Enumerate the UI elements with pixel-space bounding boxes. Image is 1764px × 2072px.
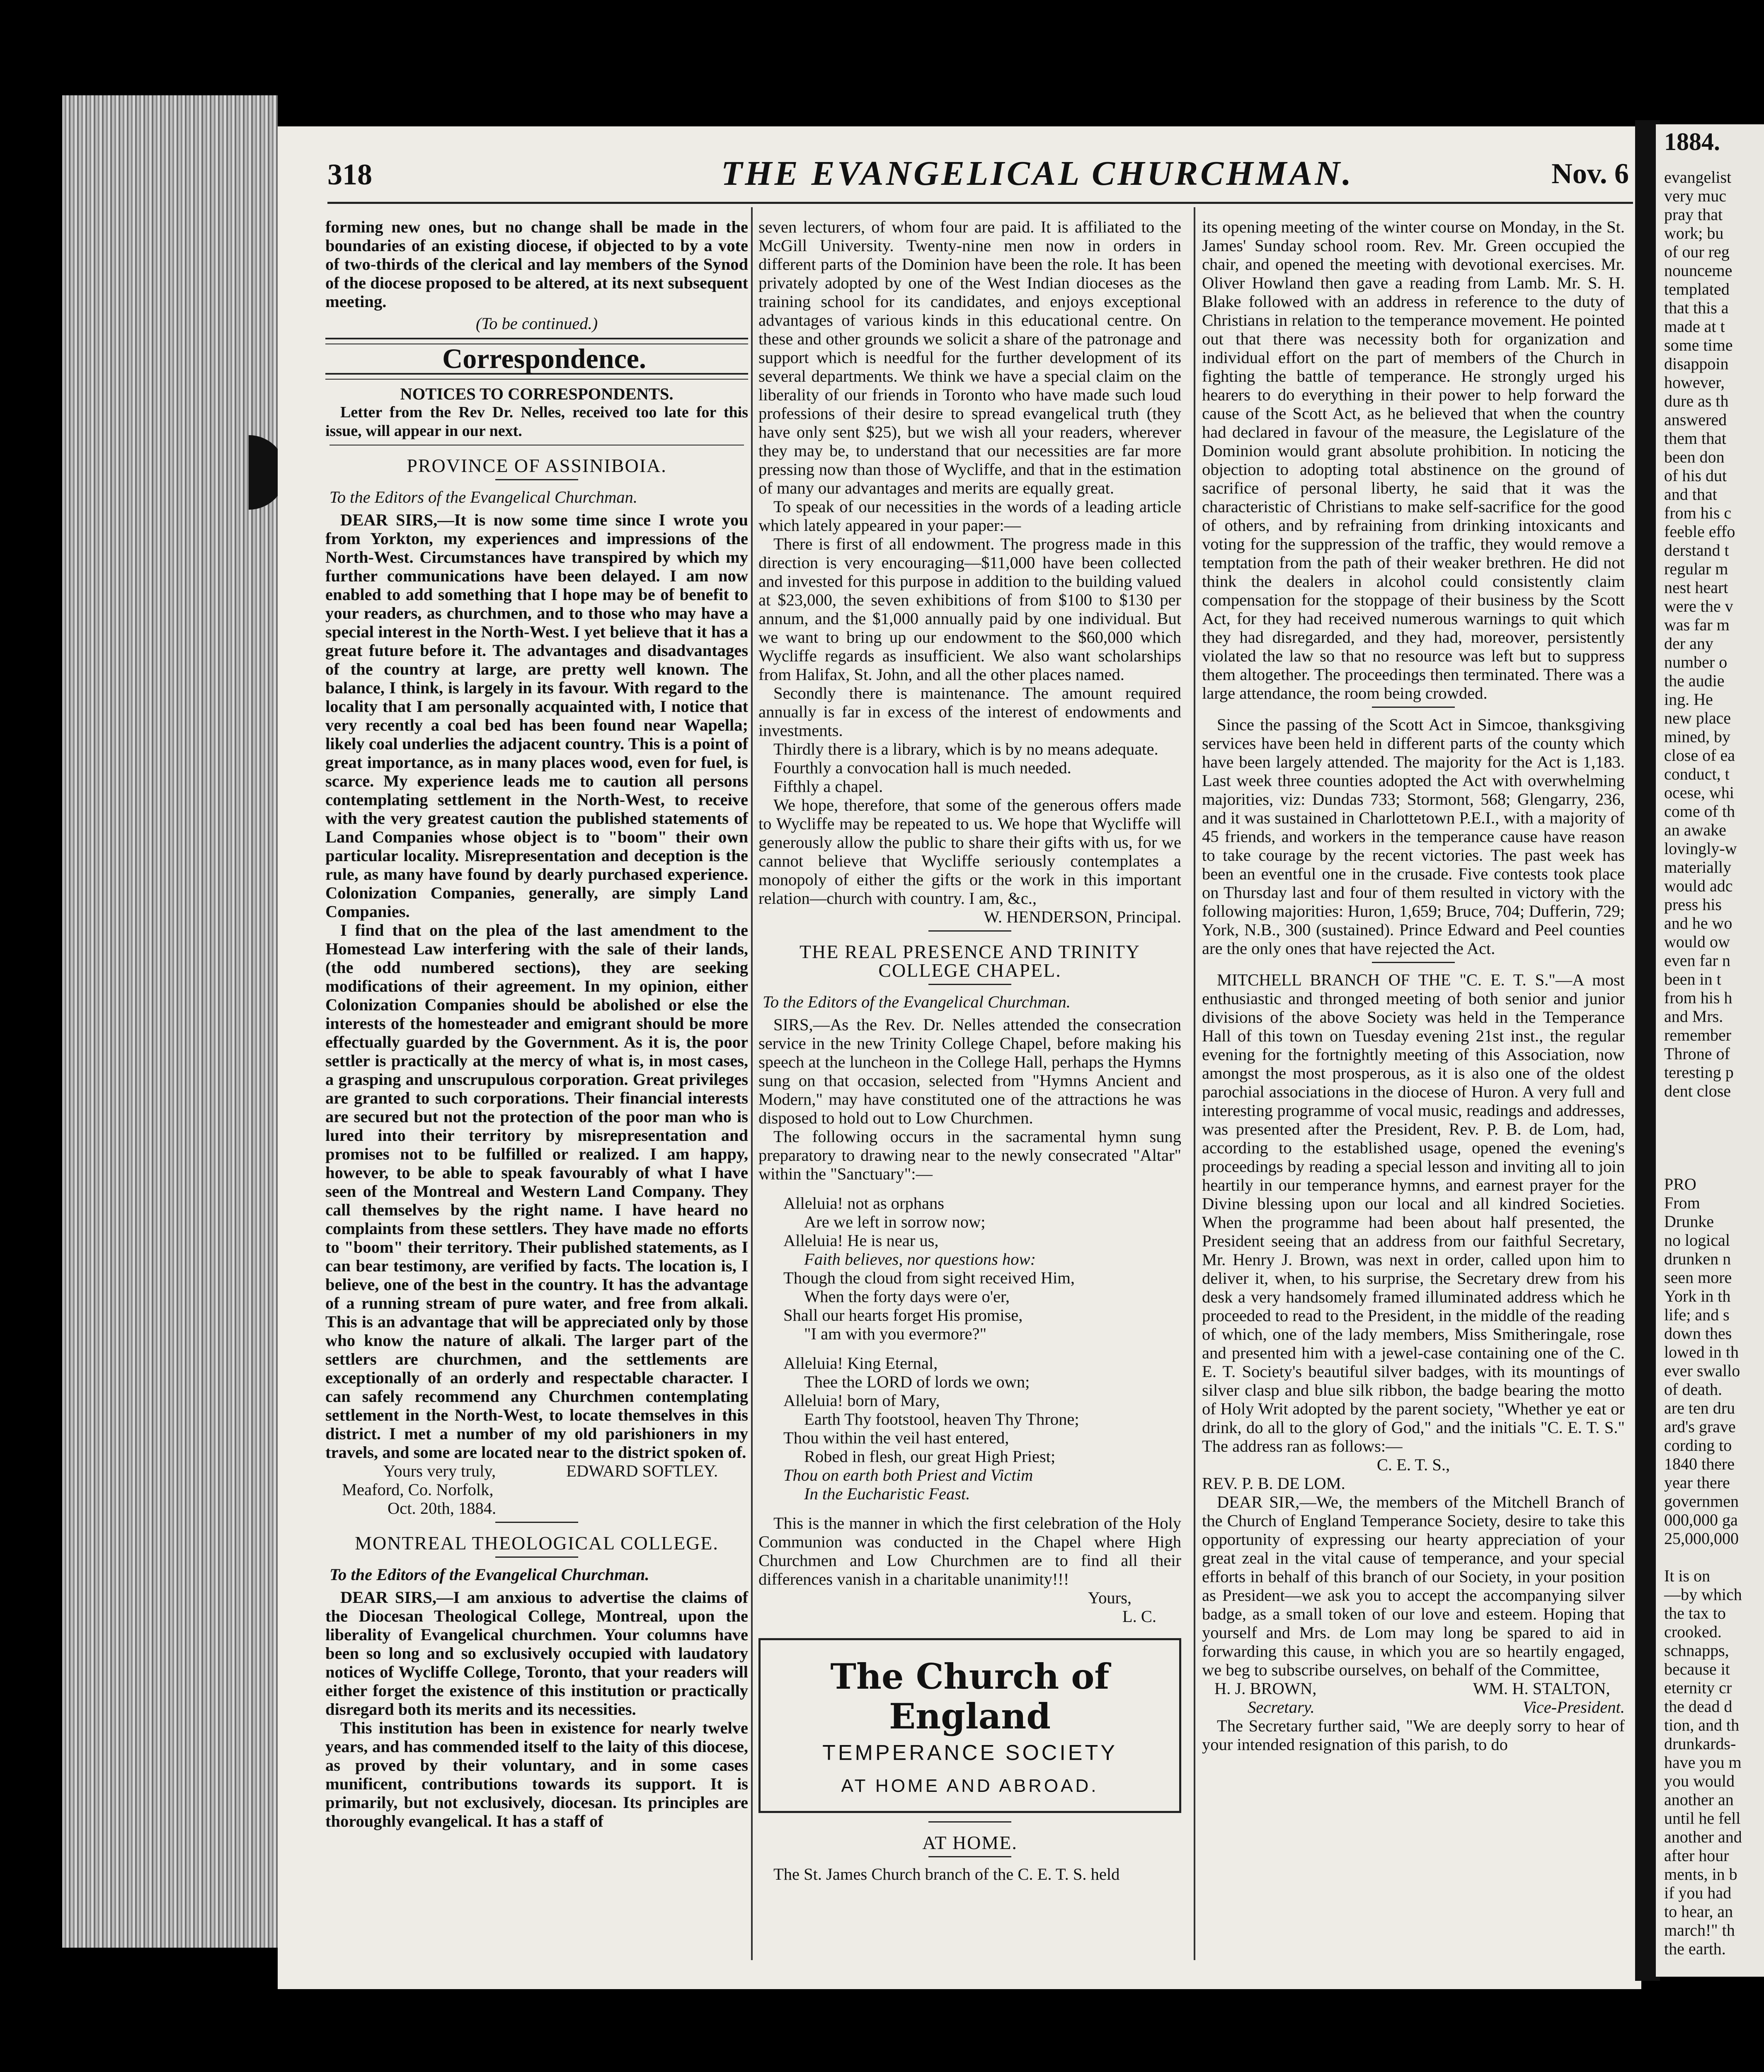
right-page-line: From xyxy=(1664,1193,1700,1212)
right-page-line: PRO xyxy=(1664,1175,1696,1193)
assiniboia-paragraph-2: I find that on the plea of the last amendment to the Homestead Law interfering with the sale of their lands, (the odd numbered sections), they are seeking modifications of their agreement. In my opinion, either Colonization Companies should be abolished or else the interests of the homesteader and emigrant should be more effectually guarded by the Government. As it is, the poor settler is practically at the mercy of what is, in most cases, a grasping and unscrupulous corporation. Great privileges are granted to such corporations. Their financial interests are secured but not the protection of the poor man who is lured into their territory by misrepresentation and promises not to be fulfilled or realized. I am happy, however, to be able to speak favourably of what I have seen of the Montreal and Western Land Company. They call themselves by the right name. I have heard no complaints from these settlers. They have made no efforts to "boom" their territory. Their published statements, as I can bear testimony, are verified by facts. The location is, I believe, one of the best in the country. It has the advantage of a running stream of pure water, and free from alkali. This is an advantage that will be appreciated only by those who know the nature of alkali. The larger part of the settlers are churchmen, and the settlements are exceptionally of an orderly and respectable character. I can safely recommend any Churchmen contemplating settlement in the North-West, to locate themselves in this district. I met a number of my old parishioners in my travels, and some are located near to the district spoken of. xyxy=(325,921,748,1462)
right-page-line: crooked. xyxy=(1664,1622,1722,1641)
right-page-line: are ten dru xyxy=(1664,1399,1735,1417)
right-page-line: It is on xyxy=(1664,1566,1711,1585)
banner-subtitle-2: AT HOME AND ABROAD. xyxy=(841,1776,1099,1796)
right-page-line: another and xyxy=(1664,1828,1742,1846)
right-page-line: an awake xyxy=(1664,821,1726,839)
sign-yours: Yours very truly, EDWARD SOFTLEY. xyxy=(383,1462,718,1480)
right-page-line: would ow xyxy=(1664,932,1730,951)
right-page-line: of his dut xyxy=(1664,466,1727,485)
right-page-line: Throne of xyxy=(1664,1044,1730,1063)
right-page-line: were the v xyxy=(1664,597,1733,615)
right-page-line: drunkards- xyxy=(1664,1734,1736,1753)
real-presence-signature: L. C. xyxy=(1122,1607,1156,1626)
column-divider-2 xyxy=(1194,207,1195,1960)
right-page-line: until he fell xyxy=(1664,1809,1741,1828)
right-page-line: governmen xyxy=(1664,1492,1739,1510)
wycliffe-paragraph-4: Secondly there is maintenance. The amount required annually is far in excess of the interest of endowments and investments. xyxy=(758,684,1181,740)
right-page-text xyxy=(1664,128,1764,1958)
right-page-line: march!" th xyxy=(1664,1921,1735,1939)
right-page-line: made at t xyxy=(1664,317,1725,336)
right-page-line: very muc xyxy=(1664,186,1726,205)
wycliffe-paragraph-1: seven lecturers, of whom four are paid. It is affiliated to the McGill University. Twenty-nine men now in orders in different parts of the Dominion have been the role. It has been privately adopted by one of the West Indian dioceses as the training school for its candidates, and enjoys exceptional advantages of various kinds in this educational centre. On these and other grounds we solicit a share of the patronage and support which is needful for the further development of its several departments. We think we have a special claim on the liberality of our friends in Toronto who have made such loud professions of their desire to spread evangelical truth (they have only sent $25), but we wish all your readers, wherever they may be, to understand that our necessities are far more pressing now than those of Wycliffe, and that in the estimation of many our advantages and merits are equally great. xyxy=(758,218,1181,497)
right-page-line: from his c xyxy=(1664,503,1732,522)
banner-subtitle-1: TEMPERANCE SOCIETY xyxy=(822,1741,1117,1765)
right-page-line: schnapps, xyxy=(1664,1641,1729,1660)
notices-text: Letter from the Rev Dr. Nelles, received too late for this issue, will appear in our next. xyxy=(325,404,748,440)
right-page-line: the dead d xyxy=(1664,1697,1732,1716)
assiniboia-paragraph-1: DEAR SIRS,—It is now some time since I wrote you from Yorkton, my experiences and impressions of the North-West. Circumstances have transpired by which my further communications have been delayed. I am now enabled to add something that I hope may be of benefit to your readers, as churchmen, and to those who may have a special interest in the North-West. I yet believe that it has a great future before it. The advantages and disadvantages of the country at large, are pretty well known. The balance, I think, is largely in its favour. With regard to the locality that I am personally acquainted with, I notice that very recently a coal bed has been found near Wapella; likely coal underlies the adjacent country. This is a point of great importance, as in many places wood, even for fuel, is scarce. My experience leads me to caution all persons contemplating settlement in the North-West, to receive with the very greatest caution the published statements of Land Companies whose object is to "boom" their own particular locality. Misrepresentation and deception is the rule, as many have found by dearly purchased experience. Colonization Companies, generally, are simply Land Companies. xyxy=(325,511,748,921)
right-page-line: mined, by xyxy=(1664,727,1730,746)
right-page-line: templated xyxy=(1664,280,1730,298)
rule xyxy=(928,930,1011,932)
right-page-line xyxy=(1664,1138,1764,1156)
temperance-paragraph-2: Since the passing of the Scott Act in Simcoe, thanksgiving services have been held in different parts of the county which have been largely attended. The majority for the Act is 1,183. Last week three counties adopted the Act with overwhelming majorities, viz: Dundas 733; Stormont, 568; Glengarry, 236, and it was sustained in Charlottetown P.E.I., with a majority of 45 friends, and workers in the temperance cause have reason to take courage by the recent victories. The past week has been an eventful one in the crusade. Five contests took place on Thursday last and four of them resulted in victory with the following majorities: Huron, 1,659; Bruce, 704; Dufferin, 729; York, N.B., 300 (sustained). Prince Edward and Peel counties are the only ones that have rejected the Act. xyxy=(1202,715,1625,958)
right-page-line: them that xyxy=(1664,429,1726,448)
column-1 xyxy=(325,218,748,1830)
right-page-line: 25,000,000 xyxy=(1664,1529,1739,1548)
hymn-verses xyxy=(758,1194,1181,1503)
right-page-line: pray that xyxy=(1664,205,1723,224)
right-page-line: the audie xyxy=(1664,671,1725,690)
right-page-line: drunken n xyxy=(1664,1249,1731,1268)
right-page-line: dent close xyxy=(1664,1082,1731,1100)
right-page-line: dure as th xyxy=(1664,392,1729,410)
assiniboia-heading: PROVINCE OF ASSINIBOIA. xyxy=(407,455,667,476)
rule xyxy=(495,1522,578,1523)
right-page-line: down thes xyxy=(1664,1324,1732,1343)
right-page-line: ard's grave xyxy=(1664,1417,1736,1436)
right-page-line xyxy=(1664,1119,1764,1138)
rule xyxy=(1372,707,1455,708)
header-rule xyxy=(327,202,1633,204)
right-page-line: been in t xyxy=(1664,970,1721,988)
right-page-line: some time xyxy=(1664,336,1733,354)
notices-heading: NOTICES TO CORRESPONDENTS. xyxy=(400,385,674,403)
right-page-line: nest heart xyxy=(1664,578,1728,597)
assiniboia-salutation: To the Editors of the Evangelical Churchman. xyxy=(330,488,637,506)
hymn-line: Earth Thy footstool, heaven Thy Throne; xyxy=(804,1410,1079,1428)
right-page-line: that this a xyxy=(1664,298,1729,317)
right-page-line: der any xyxy=(1664,634,1713,653)
address-recipient: REV. P. B. DE LOM. xyxy=(1202,1474,1345,1493)
address-text: DEAR SIR,—We, the members of the Mitchell Branch of the Church of England Temperance Society, desire to take this opportunity of expressing our hearty appreciation of your great zeal in the vital cause of temperance, and your special efforts in behalf of this branch of our Society, in your position as President—we ask you to accept the accompanying silver badge, as a small token of our love and esteem. Hoping that yourself and Mrs. de Lom may long be spared to aid in forwarding this cause, in which you are so heartily engaged, we beg to subscribe ourselves, on behalf of the Committee, xyxy=(1202,1493,1625,1679)
right-page-line: press his xyxy=(1664,895,1722,914)
right-page-line: regular m xyxy=(1664,559,1728,578)
rule xyxy=(495,1556,578,1558)
at-home-heading: AT HOME. xyxy=(922,1832,1018,1853)
right-page-line: ocese, whi xyxy=(1664,783,1734,802)
temperance-society-banner xyxy=(758,1638,1181,1813)
montreal-heading: MONTREAL THEOLOGICAL COLLEGE. xyxy=(355,1532,719,1554)
right-page-line: another an xyxy=(1664,1790,1734,1809)
hymn-line: Alleluia! He is near us, xyxy=(783,1231,939,1250)
right-page-line: Drunke xyxy=(1664,1212,1714,1231)
hymn-line: "I am with you evermore?" xyxy=(804,1324,987,1343)
hymn-line: Faith believes, nor questions how: xyxy=(804,1250,1036,1268)
right-page-line: to hear, an xyxy=(1664,1902,1733,1921)
book-page-edges xyxy=(62,95,278,1948)
right-page-line: —by which xyxy=(1664,1585,1742,1604)
right-page-line: been don xyxy=(1664,448,1725,466)
hymn-line: Thee the LORD of lords we own; xyxy=(804,1372,1030,1391)
real-presence-paragraph-2: The following occurs in the sacramental hymn sung preparatory to drawing near to the newly consecrated "Altar" within the "Sanctuary":— xyxy=(758,1127,1181,1183)
page-header xyxy=(327,153,1629,199)
right-page-line: however, xyxy=(1664,373,1725,392)
right-page-lines xyxy=(1664,168,1764,1958)
hymn-line: Are we left in sorrow now; xyxy=(804,1213,986,1231)
right-page-line: cording to xyxy=(1664,1436,1732,1455)
signature-vice-president: WM. H. STALTON, Vice-President. xyxy=(1473,1679,1625,1716)
rule xyxy=(928,984,1011,985)
right-page-line: have you m xyxy=(1664,1753,1742,1772)
right-page-line: lovingly-w xyxy=(1664,839,1737,858)
right-page-line: because it xyxy=(1664,1660,1730,1678)
right-page-line: seen more xyxy=(1664,1268,1732,1287)
right-page-line: even far n xyxy=(1664,951,1730,970)
column-3 xyxy=(1202,218,1625,1754)
hymn-line: Alleluia! not as orphans xyxy=(783,1194,945,1213)
right-page-line: evangelist xyxy=(1664,168,1732,186)
right-page-line: and Mrs. xyxy=(1664,1007,1723,1026)
right-page-line: after hour xyxy=(1664,1846,1729,1865)
hymn-line: Alleluia! born of Mary, xyxy=(783,1391,940,1410)
right-page-line: lowed in th xyxy=(1664,1343,1739,1361)
right-page-line: life; and s xyxy=(1664,1305,1730,1324)
right-page-line: answered xyxy=(1664,410,1727,429)
rule xyxy=(928,1856,1011,1857)
publication-title: THE EVANGELICAL CHURCHMAN. xyxy=(721,154,1354,193)
right-page-line: close of ea xyxy=(1664,746,1735,765)
right-page-line: ever swallo xyxy=(1664,1361,1740,1380)
real-presence-salutation: To the Editors of the Evangelical Churchman. xyxy=(763,992,1071,1011)
right-page-line: would adc xyxy=(1664,876,1733,895)
wycliffe-paragraph-6: Fourthly a convocation hall is much needed. xyxy=(773,758,1071,777)
wycliffe-paragraph-8: We hope, therefore, that some of the generous offers made to Wycliffe may be repeated to us. We hope that Wycliffe will generously allow the public to share their gifts with us, for we cannot believe that Wycliffe seriously contemplates a monopoly of either the gifts or the work in this important relation—church with country. I am, &c., xyxy=(758,796,1181,908)
right-page-line: conduct, t xyxy=(1664,765,1730,783)
real-presence-paragraph-1: SIRS,—As the Rev. Dr. Nelles attended the consecration service in the new Trinity College Chapel, before making his speech at the luncheon in the College Hall, perhaps the Hymns sung on that occasion, selected from "Hymns Ancient and Modern," may have constituted one of the attractions he was disposed to hold out to Low Churchmen. xyxy=(758,1015,1181,1127)
right-page-line: and he wo xyxy=(1664,914,1732,932)
right-page-line xyxy=(1664,1100,1764,1119)
montreal-paragraph-2: This institution has been in existence for nearly twelve years, and has commended itself to the laity of this diocese, as proved by their voluntary, and in some cases munificent, contributions towards its support. It is primarily, but not exclusively, diocesan. Its principles are thoroughly evangelical. It has a staff of xyxy=(325,1719,748,1830)
right-page-line: nounceme xyxy=(1664,261,1732,280)
right-page-line: the earth. xyxy=(1664,1939,1726,1958)
right-page-line xyxy=(1664,1548,1764,1566)
montreal-salutation: To the Editors of the Evangelical Churchman. xyxy=(330,1565,649,1584)
right-page-line: if you had xyxy=(1664,1883,1732,1902)
right-page-line xyxy=(1664,1156,1764,1175)
rule xyxy=(495,479,578,480)
rule xyxy=(928,1821,1011,1823)
right-page-line: from his h xyxy=(1664,988,1732,1007)
hymn-line: Though the cloud from sight received Him, xyxy=(783,1268,1075,1287)
correspondence-title: Correspondence. xyxy=(442,343,646,374)
right-page-line: remember xyxy=(1664,1026,1732,1044)
temperance-paragraph-1: its opening meeting of the winter course on Monday, in the St. James' Sunday school room. Rev. Mr. Green occupied the chair, and opened the meeting with devotional exercises. Mr. Oliver Howland then gave a reading from Lamb. Mr. S. H. Blake followed with an address in reference to the duty of Christians in relation to the temperance movement. He pointed out that there was necessity both for organization and individual effort on the part of members of the Church in fighting the battle of temperance. He strongly urged his hearers to do everything in their power to help forward the cause of the Scott Act, as he believed that when the country had declared in favour of the measure, the Legislature of the Dominion would grant absolute prohibition. In noticing the objection to adopting total abstinence on the ground of sacrifice of personal liberty, he said that it was the characteristic of Christians to make self-sacrifice for the good of others, and by refraining from drinking intoxicants and voting for the suppression of the traffic, they would remove a temptation from the path of their weaker brethren. He did not think the dealers in alcohol could consistently claim compensation for the stoppage of their business by the Scott Act, for they had received numerous warnings to quit which they had disregarded, and they had, moreover, persistently violated the law so that no resource was left but to suppress them altogether. The proceedings then terminated. There was a large attendance, the room being crowded. xyxy=(1202,218,1625,702)
wycliffe-signature: W. HENDERSON, Principal. xyxy=(984,908,1181,926)
to-be-continued: (To be continued.) xyxy=(475,314,598,333)
hymn-line: Thou on earth both Priest and Victim xyxy=(783,1466,1033,1484)
right-page-line: and that xyxy=(1664,485,1717,503)
right-page-line: ing. He xyxy=(1664,690,1713,709)
right-page-line: ments, in b xyxy=(1664,1865,1737,1883)
wycliffe-paragraph-2: To speak of our necessities in the words of a leading article which lately appeared in your paper:— xyxy=(758,497,1181,535)
right-page-line: year there xyxy=(1664,1473,1730,1492)
real-presence-heading: THE REAL PRESENCE AND TRINITY COLLEGE CHAPEL. xyxy=(799,941,1141,981)
wycliffe-paragraph-7: Fifthly a chapel. xyxy=(773,777,883,796)
right-page-line: tion, and th xyxy=(1664,1716,1740,1734)
sign-name: EDWARD SOFTLEY. xyxy=(566,1462,718,1480)
hymn-line: Shall our hearts forget His promise, xyxy=(783,1306,1023,1324)
cets-heading: C. E. T. S., xyxy=(1376,1455,1450,1474)
wycliffe-paragraph-3: There is first of all endowment. The progress made in this direction is very encouraging—$11,000 have been collected and invested for this purpose in addition to the building valued at $23,000, the seven exhibitions of from $100 to $130 per annum, and the $1,000 annually paid by one individual. But we want to bring up our endowment to the $60,000 which Wycliffe regards as insufficient. We also want scholarships from Halifax, St. John, and all the other places named. xyxy=(758,535,1181,684)
right-page-line: the tax to xyxy=(1664,1604,1726,1622)
hymn-line: Robed in flesh, our great High Priest; xyxy=(804,1447,1056,1466)
right-page-line: 1840 there xyxy=(1664,1455,1735,1473)
hymn-line: Alleluia! King Eternal, xyxy=(783,1354,938,1372)
hymn-line: Thou within the veil hast entered, xyxy=(783,1428,1009,1447)
sign-place: Meaford, Co. Norfolk, xyxy=(342,1480,494,1499)
secretary-further-said: The Secretary further said, "We are deeply sorry to hear of your intended resignation of this parish, to do xyxy=(1202,1716,1625,1754)
right-page-line: York in th xyxy=(1664,1287,1731,1305)
real-presence-yours: Yours, xyxy=(1088,1588,1132,1607)
right-page-line: disappoin xyxy=(1664,354,1729,373)
right-page-line: of death. xyxy=(1664,1380,1722,1399)
right-page-line: was far m xyxy=(1664,615,1730,634)
right-page-line: come of th xyxy=(1664,802,1735,821)
montreal-paragraph-1: DEAR SIRS,—I am anxious to advertise the claims of the Diocesan Theological College, Montreal, upon the liberality of Evangelical churchmen. Your columns have been so long and so exclusively occupied with laudatory notices of Wycliffe College, Toronto, that your readers will either forget the existence of this institution or practically disregard both its merits and its necessities. xyxy=(325,1588,748,1719)
right-page-year: 1884. xyxy=(1664,128,1720,155)
issue-date: Nov. 6 xyxy=(1551,158,1629,190)
right-page-line: materially xyxy=(1664,858,1732,876)
real-presence-paragraph-3: This is the manner in which the first celebration of the Holy Communion was conducted in the Chapel where High Churchmen and Low Churchmen are to find all their differences vanish in a charitable unanimity!!! xyxy=(758,1514,1181,1588)
wycliffe-paragraph-5: Thirdly there is a library, which is by no means adequate. xyxy=(773,740,1158,758)
right-page-line: of our reg xyxy=(1664,242,1730,261)
page-number: 318 xyxy=(327,158,372,191)
right-page-line: eternity cr xyxy=(1664,1678,1732,1697)
right-page-line: teresting p xyxy=(1664,1063,1734,1082)
banner-title: The Church of England xyxy=(830,1656,1110,1737)
mitchell-branch-paragraph: MITCHELL BRANCH OF THE "C. E. T. S."—A most enthusiastic and thronged meeting of both senior and junior divisions of the above Society was held in the Temperance Hall of this town on Tuesday evening 21st inst., the regular evening for the fortnightly meeting of this Association, now amongst the most prosperous, as it is also one of the oldest parochial associations in the diocese of Huron. A very full and interesting programme of vocal music, readings and addresses, was presented after the President, Rev. P. B. de Lom, had, according to the established usage, opened the evening's proceedings by reading a special lesson and inviting all to join heartily in our temperance hymns, and earnest prayer for the Divine blessing upon our local and all kindred Societies. When the programme had been about half presented, the President seeing that an address from our faithful Secretary, Mr. Henry J. Brown, was next in order, called upon him to deliver it, when, to his surprise, the Secretary drew from his desk a very handsomely framed illuminated address which he proceeded to read to the President, in the middle of the reading of which, one of the lady members, Miss Smitheringale, rose and presented him with a jewel-case containing one of the C. E. T. Society's beautiful silver badges, with its mountings of silver clasp and blue silk ribbon, the badge bearing the motto of Holy Writ adopted by the parent society, "Whether ye eat or drink, do all to the glory of God," and the initials "C. E. T. S." The address ran as follows:— xyxy=(1202,971,1625,1455)
hymn-line: In the Eucharistic Feast. xyxy=(804,1484,970,1503)
at-home-first-line: The St. James Church branch of the C. E. T. S. held xyxy=(773,1865,1120,1883)
intro-paragraph: forming new ones, but no change shall be made in the boundaries of an existing diocese, if objected to by a vote of two-thirds of the clerical and lay members of the Synod of the diocese proposed to be altered, at its next subsequent meeting. xyxy=(325,218,748,311)
signature-secretary: H. J. BROWN, Secretary. xyxy=(1214,1679,1317,1716)
rule xyxy=(1372,962,1455,963)
right-page-line: you would xyxy=(1664,1772,1735,1790)
right-page-fragment xyxy=(1656,124,1764,1977)
right-page-line: feeble effo xyxy=(1664,522,1735,541)
right-page-line: 000,000 ga xyxy=(1664,1510,1738,1529)
column-divider-1 xyxy=(751,207,753,1960)
right-page-line: number o xyxy=(1664,653,1728,671)
hymn-line: When the forty days were o'er, xyxy=(804,1287,1010,1306)
address-signatures xyxy=(1202,1679,1625,1716)
right-page-line: new place xyxy=(1664,709,1731,727)
right-page-line: no logical xyxy=(1664,1231,1730,1249)
column-2 xyxy=(758,218,1181,1883)
right-page-line: derstand t xyxy=(1664,541,1729,559)
right-page-line: work; bu xyxy=(1664,224,1724,242)
sign-date: Oct. 20th, 1884. xyxy=(388,1499,497,1518)
